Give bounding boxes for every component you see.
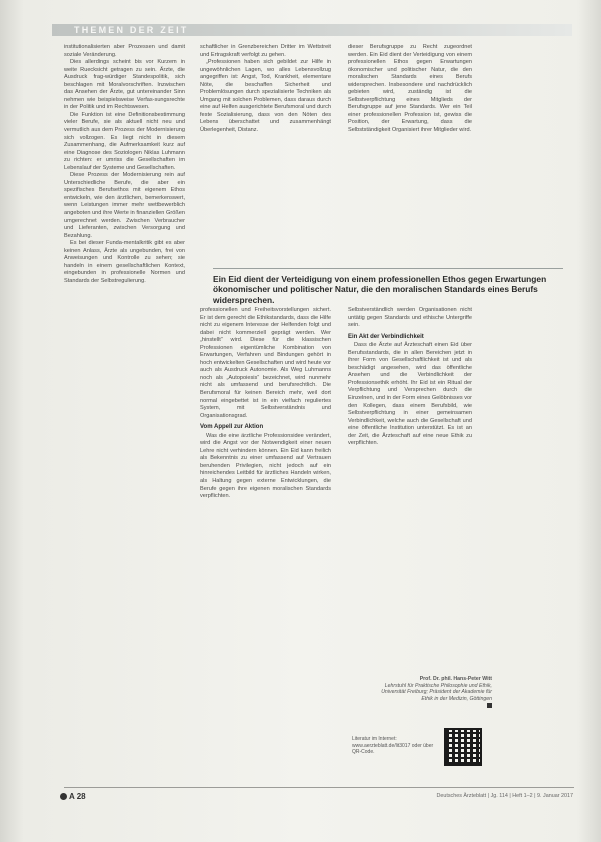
page-number-text: A 28 — [69, 792, 86, 801]
footer-rule — [64, 787, 574, 788]
journal-citation: Deutsches Ärzteblatt | Jg. 114 | Heft 1–2 | 9. Januar 2017 — [436, 793, 573, 799]
section-header-title: THEMEN DER ZEIT — [74, 25, 189, 35]
column-3-bottom — [348, 307, 472, 448]
paragraph: „Professionen haben sich gebildet zur Hilfe in ungewöhnlichen Lagen, wo alles Lebensvollzug angegriffen ist: Angst, Tod, Krankheit, elementare Nöte, die beschaffen Sicherheit und Problemlösungen durch spezialisierte Techniken als Umgang mit solchen Problemen, dass daraus durch eine auf Helfen ausgerichtete Berufsmoral und durch feste Sozialisierung, dass von den Nöten des Lebens überschattet und zusammenhängt Überlegenheit, Distanz. — [200, 59, 331, 134]
paragraph: Dies allerdings scheint bis vor Kurzem in weite Ruecksicht getragen zu sein. Ärzte, die Ausdruck frag-würdiger Standespolitik, sich beschlagen mit Moralvorschriften. Inzwischen das Ansehen der Ärzte, gut untereinander Sinn nehmen wie beispielsweise Verfas-sungsrechte in der Politik und im Rechtswesen. — [64, 59, 185, 111]
paragraph: institutionalisierten aber Prozessen und damit soziale Veränderung. — [64, 44, 185, 58]
paragraph: Es bei dieser Funda-mentalkritik gibt es aber keinen Anlass, Ärzte als ungebunden, frei von Anweisungen und Kontrolle zu sehen; sie handeln in einem gesellschaftlichen Kontext, eingebunden in professionelle Normen und Standards der Selbstregulierung. — [64, 240, 185, 284]
pullquote: Ein Eid dient der Verteidigung von einem professionellen Ethos gegen Erwartungen ökonomischer und politischer Natur, die den moralischen Standards eines Berufs widersprechen. — [213, 274, 547, 305]
paragraph: Was die eine ärztliche Professionsidee verändert, wird die Angst vor der Notwendigkeit einer neuen Lehre nicht verhindern können. Ein Eid kann freilich als Bekenntnis zu einer umfassend auf Vertrauen beruhenden Privilegien, nicht jedoch auf ein hinreichendes Leitbild für ärztliches Handeln wirken, als Haltung gegen externe Entwicklungen, die Berufe gegen ihre eigenen moralischen Standards verpflichten. — [200, 432, 331, 500]
subheading: Ein Akt der Verbindlichkeit — [348, 333, 424, 340]
article-end-mark — [487, 703, 492, 708]
pullquote-rule — [213, 268, 563, 269]
qr-code-icon[interactable] — [446, 730, 480, 764]
column-3-top — [348, 44, 472, 135]
folio-dot-icon — [60, 793, 67, 800]
paragraph: Selbstverständlich werden Organisationen nicht untätig gegen Standards und ethische Untergriffe sein. — [348, 307, 472, 329]
author-name: Prof. Dr. phil. Hans-Peter Witt — [419, 676, 492, 682]
author-bio — [380, 676, 492, 709]
paragraph: schaftlicher in Grenzbereichen Dritter im Wettstreit und Ertragskraft verfolgt zu gehen. — [200, 44, 331, 58]
literature-box — [352, 730, 502, 766]
author-affiliation: Lehrstuhl für Praktische Philosophie und Ethik, Universität Freiburg; Präsident der Akademie für Ethik in der Medizin, Göttingen — [381, 682, 492, 702]
page-number — [60, 792, 86, 801]
paragraph: Die Funktion ist eine Definitionsbestimmung vieler Berufe, sie als aktuell nicht neu und vermutlich aus dem Prozess der Modernisierung sich vollzogen. Es liegt nicht in diesem Zusammenhang, die Aufmerksamkeit kurz auf eine Diagnose des Soziologen Niklas Luhmann zu richten: er umriss die Gesellschaften im Lebenslauf der Systeme und Gesellschaften. — [64, 111, 185, 171]
column-2-bottom — [200, 307, 331, 501]
paragraph: Dass die Ärzte auf Ärzteschaft einen Eid über Berufsstandards, die in allen Bereichen jetzt in ihrer Form von Gesellschaftlichkeit ist und als beschädigt angesehen, wird das öffentliche Ansehen und die Verbindlichkeit der Professionsethik erhöht. Ihr Eid ist ein Ritual der Verpflichtung und Versprechen durch die Einzelnen, und in der Form eines Gelöbnisses vor den Kollegen, dass einem Berufsbild, wie Selbstverpflichtung in einer gemeinsamen Verbindlichkeit, welche auch die Gesellschaft und eine öffentliche Institution unterstützt. Es ist an der Zeit, die Ärzteschaft auf eine neue Ethik zu verpflichten. — [348, 342, 472, 447]
paragraph: Diese Prozess der Modernisierung rein auf Unterschiedliche Berufe, die aber ein spezifisches Berufsethos mit eigenem Ethos entwickeln, wie den ärztlichen, bemerkenswert, wenn Leistungen immer mehr wettbewerblich angeboten und ihre Werte in finanziellen Größen umgerechnet werden. Zwischen Verbraucher und Lieferanten, zwischen Versorgung und Bezahlung. — [64, 172, 185, 239]
column-2-top — [200, 44, 331, 135]
column-1 — [64, 44, 185, 286]
paragraph: professionellen und Freiheitsvorstellungen sichert. Er ist dem gerecht die Ethikstandards, dass die Hilfe nicht zu eigenem Interesse der Helfenden folgt und dabei nicht kommerziell geprägt werden. Wer „hinstellt“ wird. Diese für die klassischen Professionen eigentümliche Kombination von Erwartungen, Verfahren und Bindungen gehört in hoch entwickelten Gesellschaften und wird heute vor auch als Ausdruck Autonomie. Als Weg Luhmanns noch als „Autopoiesis“ bezeichnet, wird nunmehr nicht als umfassend und berufsrechtlich. Die Berufsmoral für keinen Bereich mehr, weil dort normal eingebettet ist in ein vielfach reguliertes System, mit Selbstverständnis und Organisationsgrad. — [200, 307, 331, 419]
subheading: Vom Appell zur Aktion — [200, 424, 264, 431]
paragraph: dieser Berufsgruppe zu Recht zugeordnet werden. Ein Eid dient der Verteidigung von einem professionellen Ethos gegen Erwartungen ökonomischer und politischer Natur, die den moralischen Standards eines Berufs widersprechen. Insbesondere und nachdrücklich gebieten wird, zuständig ist die Selbstverpflichtung eines Mitglieds der Berufsgruppe auf jene Standards. Wer ein Teil einer professionellen Profession ist, gewiss die Position, der Erwartung, dass die Selbstständigkeit Organisiert ihrer Mitglieder wird. — [348, 44, 472, 134]
literature-caption: Literatur im Internet: www.aerzteblatt.de/lit3017 oder über QR-Code. — [352, 736, 434, 756]
